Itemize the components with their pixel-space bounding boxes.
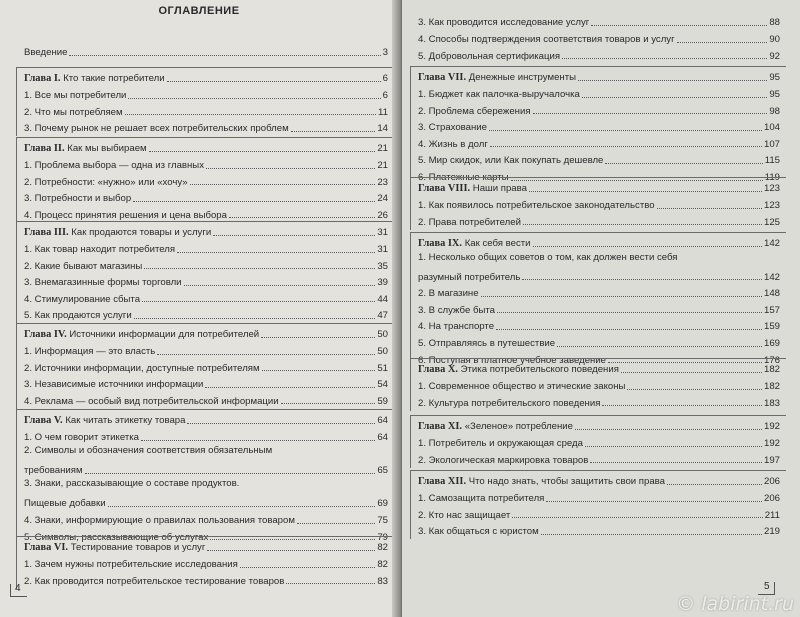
chapter-frame: [410, 415, 786, 468]
page-ref: 47: [377, 310, 388, 322]
page-ref: 64: [377, 432, 388, 443]
chapter-label: Глава II.: [24, 142, 65, 154]
page-ref: 125: [763, 216, 780, 228]
dot-leader: [69, 55, 380, 56]
entry-title: Кто такие потребители: [63, 72, 165, 84]
page-ref: 24: [377, 193, 388, 205]
page-ref: 79: [377, 531, 388, 543]
entry-title: 1. Бюджет как палочка-выручалочка: [418, 89, 580, 100]
entry-title: Введение: [24, 47, 68, 59]
page-ref: 197: [763, 454, 780, 466]
entry-title: 1. Самозащита потребителя: [418, 493, 545, 504]
entry-title: 3. В службе быта: [418, 304, 495, 316]
toc-entry: [418, 15, 780, 28]
entry-title: 1. Современное общество и этические законы: [418, 381, 626, 392]
chapter-label: Глава XI.: [418, 420, 463, 432]
page-ref: 82: [377, 559, 388, 570]
entry-title: 3. Независимые источники информации: [24, 379, 204, 391]
entry-title: 4. Жизнь в долг: [418, 138, 488, 150]
chapter-frame: [410, 232, 786, 368]
entry-title: 2. Потребности: «нужно» или «хочу»: [24, 176, 188, 188]
entry-title: 2. Какие бывают магазины: [24, 260, 143, 272]
entry-title: 5. Как продаются услуги: [24, 310, 132, 322]
left-page: [0, 0, 398, 617]
page-ref: 206: [763, 476, 780, 488]
page-ref: 82: [377, 542, 388, 554]
entry-title: «Зеленое» потребление: [464, 420, 574, 432]
entry-title: 4. Знаки, информирующие о правилах пользования товаром: [24, 515, 295, 526]
chapter-label: Глава I.: [24, 72, 61, 84]
entry-title: 2. Символы и обозначения соответствия обязательным: [24, 445, 273, 457]
page-ref: 59: [377, 395, 388, 407]
entry-title: 2. Проблема сбережения: [418, 105, 531, 117]
chapter-frame: [16, 323, 394, 409]
entry-title: Этика потребительского поведения: [460, 363, 619, 375]
page-ref: 23: [377, 176, 388, 188]
entry-title: 5. Отправляясь в путешествие: [418, 338, 556, 349]
page-ref: 182: [763, 381, 780, 392]
page-ref: 115: [764, 155, 780, 167]
toc-entry: [418, 48, 780, 61]
page-ref: 75: [377, 515, 388, 526]
chapter-label: Глава X.: [418, 363, 458, 375]
chapter-frame: [16, 221, 394, 324]
entry-title: Как читать этикетку товара: [65, 414, 186, 426]
entry-title: 6. Платежные карты: [418, 172, 509, 183]
entry-title: Что надо знать, чтобы защитить свои права: [468, 475, 666, 487]
entry-title: 3. Как общаться с юристом: [418, 526, 539, 538]
entry-title-continued: разумный потребитель: [418, 271, 521, 283]
entry-title: 5. Мир скидок, или Как покупать дешевле: [418, 155, 604, 167]
chapter-frame: [410, 354, 786, 411]
chapter-frame: [410, 177, 786, 230]
page-ref: 142: [763, 238, 780, 250]
page-ref: 123: [763, 183, 780, 195]
entry-title: 1. Проблема выбора — одна из главных: [24, 160, 204, 171]
page-number: 5: [758, 582, 775, 595]
entry-title: 1. Зачем нужны потребительские исследования: [24, 559, 238, 570]
entry-title: 2. Что мы потребляем: [24, 106, 123, 118]
page-ref: 169: [763, 338, 780, 349]
page-ref: 119: [764, 172, 780, 183]
page-ref: 123: [763, 200, 780, 211]
page-ref: 88: [769, 17, 780, 29]
page-ref: 95: [769, 72, 780, 84]
entry-title: 5. Символы, рассказывающие об услугах: [24, 531, 209, 543]
entry-title: 2. Права потребителей: [418, 216, 521, 228]
entry-title: 1. Как товар находит потребителя: [24, 244, 176, 255]
watermark: © labirint.ru: [676, 593, 794, 615]
dot-leader: [562, 58, 767, 59]
entry-title: Источники информации для потребителей: [69, 328, 260, 340]
page-ref: 50: [377, 329, 388, 341]
page-ref: 211: [764, 509, 780, 521]
page-ref: 14: [377, 123, 388, 135]
chapter-frame: [410, 470, 786, 539]
page-ref: 107: [763, 138, 780, 150]
entry-title: 1. Как появилось потребительское законодательство: [418, 200, 655, 211]
page-ref: 31: [377, 244, 388, 255]
entry-title-continued: Пищевые добавки: [24, 498, 106, 510]
page-ref: 50: [377, 346, 388, 357]
entry-title: Наши права: [472, 182, 527, 194]
entry-title: 4. Реклама — особый вид потребительской информации: [24, 395, 279, 407]
page-ref: 219: [763, 526, 780, 538]
chapter-label: Глава IX.: [418, 237, 463, 249]
entry-title: 4. Стимулирование сбыта: [24, 293, 141, 305]
page-ref: 176: [763, 354, 780, 366]
page-ref: 65: [377, 465, 388, 477]
page-ref: 192: [763, 438, 780, 449]
chapter-frame: [410, 66, 786, 185]
chapter-frame: [16, 137, 394, 223]
entry-title: 2. Культура потребительского поведения: [418, 397, 601, 409]
page-ref: 35: [377, 260, 388, 272]
chapter-label: Глава V.: [24, 414, 63, 426]
chapter-label: Глава VI.: [24, 541, 69, 553]
page-ref: 92: [769, 50, 780, 62]
entry-title: 4. Процесс принятия решения и цена выбора: [24, 209, 227, 221]
entry-title: 3. Как проводится исследование услуг: [418, 17, 590, 29]
page-ref: 142: [763, 271, 780, 283]
page-ref: 51: [377, 362, 388, 374]
page-ref: 54: [377, 379, 388, 391]
entry-title: 2. Как проводится потребительское тестирование товаров: [24, 575, 285, 587]
page-ref: 26: [377, 209, 388, 221]
entry-title: 4. Способы подтверждения соответствия товаров и услуг: [418, 34, 675, 45]
chapter-frame: [16, 536, 394, 589]
page-ref: 31: [377, 227, 388, 239]
page-ref: 104: [763, 122, 780, 134]
chapter-label: Глава VIII.: [418, 182, 471, 194]
entry-title: 2. В магазине: [418, 288, 479, 300]
entry-title: Как мы выбираем: [67, 142, 147, 154]
page-ref: 192: [763, 421, 780, 433]
page-ref: 44: [377, 293, 388, 305]
page-ref: 98: [769, 105, 780, 117]
page-ref: 183: [763, 397, 780, 409]
entry-title: 6. Поступая в платное учебное заведение: [418, 354, 607, 366]
page-ref: 90: [769, 34, 780, 45]
entry-title: 3. Внемагазинные формы торговли: [24, 277, 182, 289]
page-ref: 6: [382, 90, 388, 101]
chapter-frame: [16, 409, 394, 545]
entry-title: 5. Добровольная сертификация: [418, 50, 561, 62]
entry-title: 3. Почему рынок не решает всех потребительских проблем: [24, 123, 289, 135]
right-page: [402, 0, 800, 617]
page-ref: 21: [377, 160, 388, 171]
toc-title: ОГЛАВЛЕНИЕ: [158, 5, 240, 17]
toc-entry: [418, 32, 780, 45]
page-ref: 69: [377, 498, 388, 510]
page-ref: 148: [763, 288, 780, 300]
entry-title: 2. Кто нас защищает: [418, 509, 511, 521]
entry-title: Тестирование товаров и услуг: [70, 541, 206, 553]
entry-title: 1. Все мы потребители: [24, 90, 127, 101]
entry-title: 3. Страхование: [418, 122, 488, 134]
page-ref: 206: [763, 493, 780, 504]
page-ref: 6: [382, 73, 388, 85]
chapter-label: Глава VII.: [418, 71, 467, 83]
entry-title: Как продаются товары и услуги: [71, 226, 212, 238]
page-ref: 159: [763, 321, 780, 333]
entry-title-continued: требованиям: [24, 465, 83, 477]
entry-title: 1. Несколько общих советов о том, как должен вести себя: [418, 251, 678, 263]
dot-leader: [677, 42, 768, 43]
entry-title: 3. Потребности и выбор: [24, 193, 132, 205]
page-ref: 11: [378, 106, 388, 118]
page-ref: 21: [377, 143, 388, 155]
entry-title: 2. Экологическая маркировка товаров: [418, 454, 589, 466]
entry-title: 1. Информация — это власть: [24, 346, 156, 357]
entry-title: 1. О чем говорит этикетка: [24, 432, 139, 443]
page-ref: 64: [377, 415, 388, 427]
chapter-label: Глава XII.: [418, 475, 467, 487]
entry-title: 4. На транспорте: [418, 321, 495, 333]
entry-title: 1. Потребитель и окружающая среда: [418, 438, 583, 449]
chapter-label: Глава III.: [24, 226, 69, 238]
page-ref: 3: [382, 47, 388, 59]
page-ref: 83: [377, 575, 388, 587]
entry-title: Как себя вести: [464, 237, 531, 249]
page-ref: 39: [377, 277, 388, 289]
entry-title: 3. Знаки, рассказывающие о составе продуктов.: [24, 478, 240, 490]
page-number: 4: [10, 584, 27, 597]
page-ref: 95: [769, 89, 780, 100]
chapter-label: Глава IV.: [24, 328, 67, 340]
entry-title: Денежные инструменты: [468, 71, 576, 83]
page-ref: 157: [763, 304, 780, 316]
chapter-frame: [16, 67, 394, 136]
page-ref: 182: [763, 364, 780, 376]
toc-entry: [24, 45, 388, 58]
entry-title: 2. Источники информации, доступные потребителям: [24, 362, 260, 374]
dot-leader: [591, 25, 767, 26]
